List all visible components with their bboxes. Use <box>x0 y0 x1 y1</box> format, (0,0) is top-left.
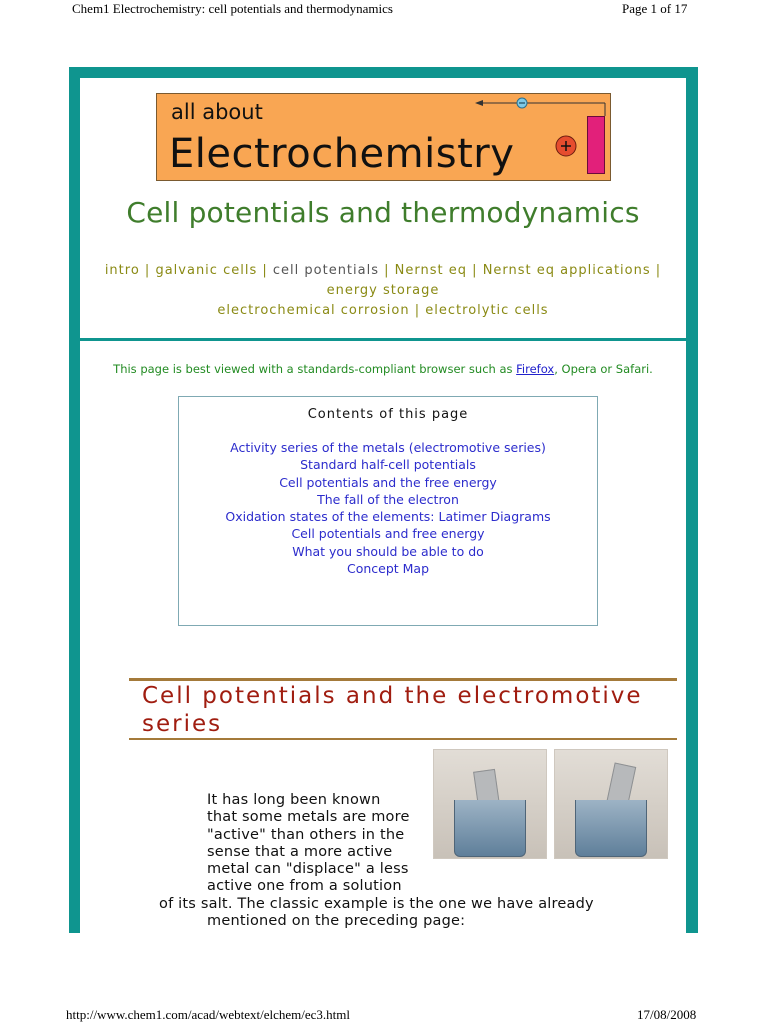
contents-item <box>209 456 567 473</box>
body-line: It has long been known <box>207 792 381 808</box>
nav-link-energy-storage[interactable]: energy storage <box>326 283 440 298</box>
contents-link-standard-half-cell[interactable]: Standard half-cell potentials <box>300 457 476 473</box>
print-header-title: Chem1 Electrochemistry: cell potentials and thermodynamics <box>72 1 393 16</box>
contents-link-latimer-diagrams[interactable]: Oxidation states of the elements: Latimer Diagrams <box>225 509 551 525</box>
body-line: mentioned on the preceding page: <box>207 913 466 930</box>
body-paragraph <box>159 792 677 930</box>
contents-link-what-you-should-do[interactable]: What you should be able to do <box>292 543 484 559</box>
contents-item <box>209 474 567 491</box>
section-rule-top <box>129 678 677 681</box>
print-footer <box>0 1006 768 1024</box>
nav-link-galvanic-cells[interactable]: galvanic cells <box>155 263 258 278</box>
contents-item <box>209 439 567 456</box>
nav-separator: | <box>655 263 662 278</box>
contents-link-cell-potentials-free-energy[interactable]: Cell potentials and the free energy <box>279 474 497 490</box>
nav-separator: | <box>472 263 478 278</box>
body-line: sense that a more active <box>207 843 393 860</box>
nav-link-intro[interactable]: intro <box>104 263 140 278</box>
nav-current-cell-potentials: cell potentials <box>272 263 379 278</box>
print-footer-url: http://www.chem1.com/acad/webtext/elchem/ec3.html <box>66 1007 350 1022</box>
nav-separator: | <box>414 303 421 318</box>
page-content <box>80 78 686 933</box>
section-rule-bottom <box>129 738 677 740</box>
body-line: active one from a solution <box>207 878 402 895</box>
chapter-nav <box>80 261 686 321</box>
body-line: metal can "displace" a less <box>207 861 409 878</box>
section-heading: Cell potentials and the electromotive series <box>142 683 643 737</box>
contents-box <box>178 396 598 626</box>
contents-link-concept-map[interactable]: Concept Map <box>346 561 430 577</box>
print-footer-date: 17/08/2008 <box>637 1007 697 1022</box>
firefox-link[interactable]: Firefox <box>516 362 555 376</box>
print-header <box>0 0 768 20</box>
site-banner-logo[interactable] <box>156 93 611 181</box>
banner-small-text: all about <box>171 100 263 124</box>
nav-separator: | <box>262 263 268 278</box>
contents-link-fall-of-electron[interactable]: The fall of the electron <box>317 491 459 507</box>
nav-separator: | <box>384 263 390 278</box>
contents-item <box>209 508 567 525</box>
nav-link-nernst-eq[interactable]: Nernst eq <box>394 263 468 278</box>
page-title: Cell potentials and thermodynamics <box>126 196 640 229</box>
print-header-page-number: Page 1 of 17 <box>622 1 688 16</box>
contents-link-cell-potentials-and-free-energy[interactable]: Cell potentials and free energy <box>291 526 485 542</box>
contents-item <box>209 525 567 542</box>
browser-notice-text: This page is best viewed with a standards-compliant browser such as <box>113 362 517 376</box>
browser-notice <box>80 362 686 376</box>
contents-link-activity-series[interactable]: Activity series of the metals (electromotive series) <box>230 440 546 455</box>
circuit-wire-icon <box>157 94 612 182</box>
body-line: "active" than others in the <box>207 826 405 843</box>
contents-item <box>209 543 567 560</box>
browser-notice-text-end: , Opera or Safari. <box>554 362 653 376</box>
nav-link-nernst-eq-applications[interactable]: Nernst eq applications <box>482 263 651 278</box>
body-line: that some metals are more <box>207 809 410 826</box>
contents-heading: Contents of this page <box>307 407 469 422</box>
banner-big-text: Electrochemistry <box>169 131 515 177</box>
nav-separator: | <box>144 263 151 278</box>
contents-list <box>179 439 597 577</box>
nav-link-electrolytic-cells[interactable]: electrolytic cells <box>425 303 549 318</box>
contents-item <box>209 560 567 577</box>
nav-link-electrochemical-corrosion[interactable]: electrochemical corrosion <box>217 303 410 318</box>
divider <box>80 338 686 341</box>
battery-icon <box>587 116 605 174</box>
contents-item <box>209 491 567 508</box>
body-line: of its salt. The classic example is the one we have already <box>159 895 594 912</box>
